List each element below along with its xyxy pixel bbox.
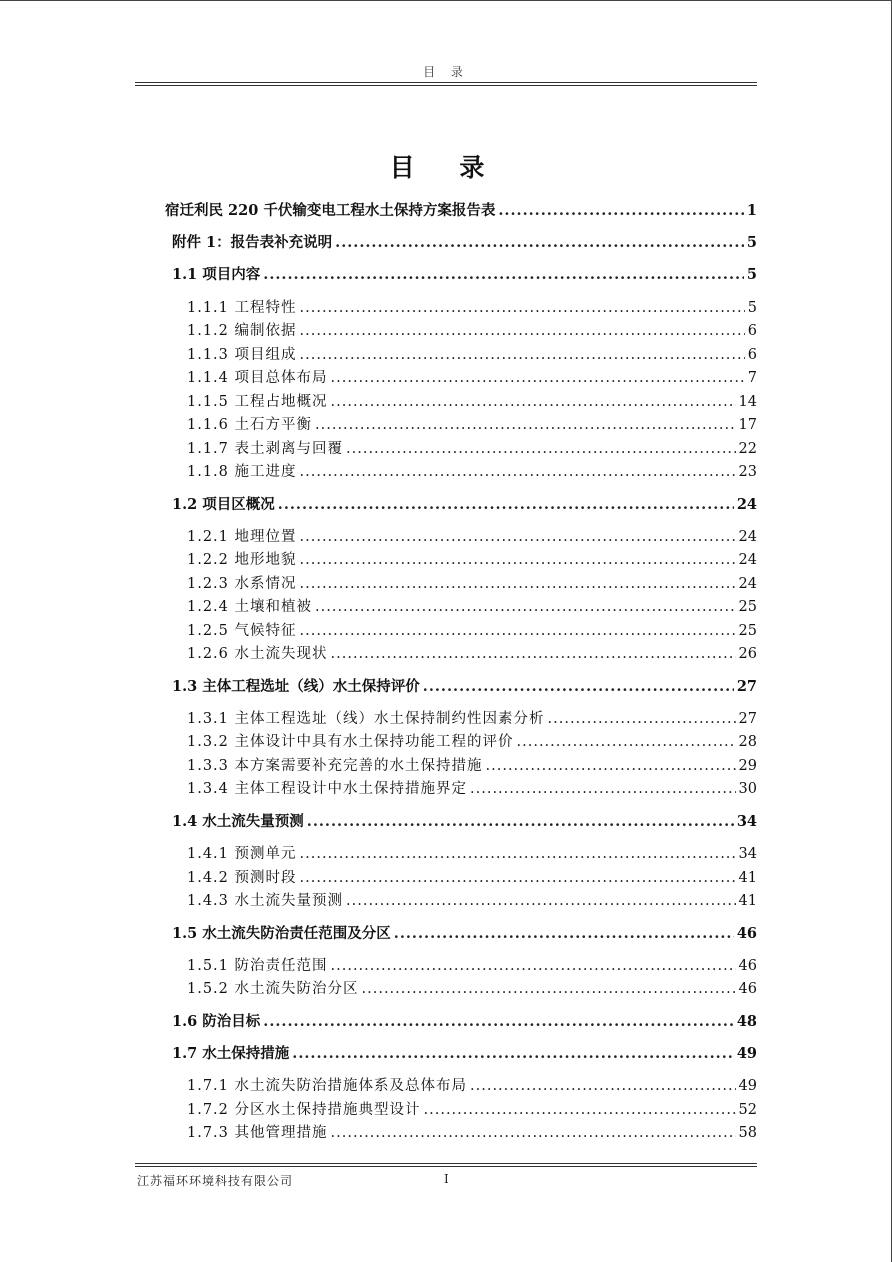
toc-entry-text: 1.2.6 水土流失现状 <box>187 646 328 662</box>
toc-entry[interactable] <box>172 812 757 832</box>
toc-subentry[interactable] <box>187 392 757 412</box>
toc-dot-leader <box>263 265 744 285</box>
toc-dot-leader <box>331 392 736 412</box>
toc-subentry[interactable] <box>187 844 757 864</box>
toc-dot-leader <box>424 1100 736 1120</box>
toc-page-number: 46 <box>738 958 757 974</box>
toc-page-number: 6 <box>747 347 757 363</box>
toc-page-number: 29 <box>738 758 757 774</box>
toc-subentry[interactable] <box>187 415 757 435</box>
toc-entry-text: 1.2.3 水系情况 <box>187 576 297 592</box>
toc-page-number: 24 <box>738 552 757 568</box>
toc-dot-leader <box>346 891 736 911</box>
toc-dot-leader <box>548 709 736 729</box>
page-border-top <box>0 0 892 1</box>
toc-subentry[interactable] <box>187 550 757 570</box>
toc-page-number: 30 <box>738 781 757 797</box>
toc-subentry[interactable] <box>187 462 757 482</box>
toc-entry[interactable] <box>172 677 757 697</box>
toc-entry-text: 1.1.6 土石方平衡 <box>187 417 313 433</box>
toc-dot-leader <box>300 621 736 641</box>
toc-entry-text: 1.2.5 气候特征 <box>187 623 297 639</box>
footer-page-number: I <box>444 1172 449 1186</box>
toc-entry-text: 1.3.2 主体设计中具有水土保持功能工程的评价 <box>187 734 514 750</box>
toc-page-number: 46 <box>738 981 757 997</box>
toc-dot-leader <box>300 321 745 341</box>
toc-dot-leader <box>300 527 736 547</box>
toc-dot-leader <box>517 732 736 752</box>
toc-page-number: 28 <box>738 734 757 750</box>
footer-rule-secondary <box>135 1166 757 1167</box>
toc-entry-text: 1.3 主体工程选址（线）水土保持评价 <box>172 678 420 695</box>
toc-entry-text: 1.7.3 其他管理措施 <box>187 1125 328 1141</box>
toc-dot-leader <box>331 1123 736 1143</box>
toc-dot-leader <box>315 597 736 617</box>
toc-entry-text: 1.1.2 编制依据 <box>187 323 297 339</box>
toc-subentry[interactable] <box>187 345 757 365</box>
toc-dot-leader <box>300 550 736 570</box>
toc-title: 目 录 <box>389 153 503 182</box>
toc-dot-leader <box>307 812 734 832</box>
toc-entry-text: 1.5.2 水土流失防治分区 <box>187 981 359 997</box>
toc-dot-leader <box>300 345 745 365</box>
toc-subentry[interactable] <box>187 979 757 999</box>
running-header-title: 目 录 <box>423 65 469 79</box>
toc-page-number: 46 <box>736 925 757 942</box>
toc-entry[interactable] <box>172 495 757 515</box>
footer-rule <box>135 1163 757 1164</box>
toc-subentry[interactable] <box>187 779 757 799</box>
toc-subentry[interactable] <box>187 621 757 641</box>
toc-subentry[interactable] <box>187 321 757 341</box>
toc-entry-text: 1.4.2 预测时段 <box>187 870 297 886</box>
toc-subentry[interactable] <box>187 756 757 776</box>
toc-dot-leader <box>470 779 736 799</box>
toc-subentry[interactable] <box>187 868 757 888</box>
toc-entry-text: 1.1.5 工程占地概况 <box>187 394 328 410</box>
toc-page-number: 27 <box>738 711 757 727</box>
toc-entry[interactable] <box>165 201 757 221</box>
toc-page-number: 48 <box>736 1013 757 1030</box>
toc-dot-leader <box>292 1044 734 1064</box>
toc-entry[interactable] <box>172 233 757 253</box>
toc-entry-text: 附件 1：报告表补充说明 <box>172 234 333 251</box>
toc-entry[interactable] <box>172 265 757 285</box>
toc-subentry[interactable] <box>187 732 757 752</box>
toc-dot-leader <box>331 368 745 388</box>
toc-dot-leader <box>335 233 744 253</box>
toc-dot-leader <box>331 644 736 664</box>
header-rule <box>135 82 757 83</box>
toc-dot-leader <box>315 415 736 435</box>
toc-entry-text: 1.4.3 水土流失量预测 <box>187 893 344 909</box>
toc-entry-text: 1.1.4 项目总体布局 <box>187 370 328 386</box>
toc-subentry[interactable] <box>187 368 757 388</box>
toc-page-number: 52 <box>738 1102 757 1118</box>
toc-entry-text: 1.3.1 主体工程选址（线）水土保持制约性因素分析 <box>187 711 545 727</box>
toc-page-number: 24 <box>738 529 757 545</box>
toc-entry-text: 1.5.1 防治责任范围 <box>187 958 328 974</box>
toc-page-number: 41 <box>738 870 757 886</box>
toc-subentry[interactable] <box>187 644 757 664</box>
toc-subentry[interactable] <box>187 709 757 729</box>
toc-page-number: 24 <box>736 496 757 513</box>
toc-dot-leader <box>346 439 736 459</box>
toc-entry-text: 1.4 水土流失量预测 <box>172 813 304 830</box>
toc-subentry[interactable] <box>187 298 757 318</box>
toc-page-number: 14 <box>738 394 757 410</box>
toc-entry-text: 1.7 水土保持措施 <box>172 1045 290 1062</box>
toc-page-number: 58 <box>738 1125 757 1141</box>
toc-entry-text: 宿迁利民 220 千伏输变电工程水土保持方案报告表 <box>165 202 496 219</box>
toc-page-number: 5 <box>747 300 757 316</box>
toc-page-number: 6 <box>747 323 757 339</box>
toc-entry-text: 1.3.3 本方案需要补充完善的水土保持措施 <box>187 758 483 774</box>
toc-entry[interactable] <box>172 1012 757 1032</box>
toc-entry-text: 1.1.7 表土剥离与回覆 <box>187 441 344 457</box>
toc-dot-leader <box>331 956 736 976</box>
toc-page-number: 5 <box>746 234 757 251</box>
toc-subentry[interactable] <box>187 956 757 976</box>
toc-page-number: 17 <box>738 417 757 433</box>
toc-entry-text: 1.1 项目内容 <box>172 266 261 283</box>
toc-dot-leader <box>423 677 734 697</box>
toc-dot-leader <box>300 844 736 864</box>
toc-page-number: 49 <box>738 1078 757 1094</box>
toc-dot-leader <box>300 868 736 888</box>
toc-dot-leader <box>498 201 744 221</box>
toc-page-number: 1 <box>746 202 757 219</box>
toc-subentry[interactable] <box>187 1100 757 1120</box>
toc-dot-leader <box>486 756 736 776</box>
toc-page-number: 23 <box>738 464 757 480</box>
toc-entry[interactable] <box>172 924 757 944</box>
toc-dot-leader <box>263 1012 734 1032</box>
toc-page-number: 27 <box>736 678 757 695</box>
toc-page-number: 7 <box>747 370 757 386</box>
toc-dot-leader <box>394 924 734 944</box>
toc-entry-text: 1.2.1 地理位置 <box>187 529 297 545</box>
toc-entry[interactable] <box>172 1044 757 1064</box>
toc-page-number: 25 <box>738 599 757 615</box>
toc-entry-text: 1.6 防治目标 <box>172 1013 261 1030</box>
header-rule-secondary <box>135 85 757 86</box>
toc-entry-text: 1.1.1 工程特性 <box>187 300 297 316</box>
toc-subentry[interactable] <box>187 597 757 617</box>
toc-subentry[interactable] <box>187 1076 757 1096</box>
toc-page-number: 41 <box>738 893 757 909</box>
toc-subentry[interactable] <box>187 1123 757 1143</box>
toc-page-number: 34 <box>738 846 757 862</box>
toc-dot-leader <box>300 574 736 594</box>
toc-entry-text: 1.2.4 土壤和植被 <box>187 599 313 615</box>
toc-dot-leader <box>300 462 736 482</box>
toc-dot-leader <box>278 495 734 515</box>
toc-page-number: 26 <box>738 646 757 662</box>
toc-entry-text: 1.7.1 水土流失防治措施体系及总体布局 <box>187 1078 468 1094</box>
toc-subentry[interactable] <box>187 574 757 594</box>
toc-entry-text: 1.2.2 地形地貌 <box>187 552 297 568</box>
toc-entry-text: 1.3.4 主体工程设计中水土保持措施界定 <box>187 781 468 797</box>
toc-page-number: 5 <box>746 266 757 283</box>
toc-entry-text: 1.5 水土流失防治责任范围及分区 <box>172 925 391 942</box>
toc-subentry[interactable] <box>187 891 757 911</box>
toc-entry-text: 1.2 项目区概况 <box>172 496 275 513</box>
toc-entry-text: 1.7.2 分区水土保持措施典型设计 <box>187 1102 421 1118</box>
toc-page-number: 34 <box>736 813 757 830</box>
toc-page-number: 25 <box>738 623 757 639</box>
toc-dot-leader <box>470 1076 736 1096</box>
toc-page-number: 22 <box>738 441 757 457</box>
toc-entry-text: 1.1.8 施工进度 <box>187 464 297 480</box>
toc-entry-text: 1.1.3 项目组成 <box>187 347 297 363</box>
toc-subentry[interactable] <box>187 439 757 459</box>
toc-page-number: 49 <box>736 1045 757 1062</box>
toc-dot-leader <box>362 979 736 999</box>
toc-entry-text: 1.4.1 预测单元 <box>187 846 297 862</box>
toc-subentry[interactable] <box>187 527 757 547</box>
toc-dot-leader <box>300 298 745 318</box>
footer-company: 江苏福环环境科技有限公司 <box>137 1174 294 1188</box>
toc-page-number: 24 <box>738 576 757 592</box>
